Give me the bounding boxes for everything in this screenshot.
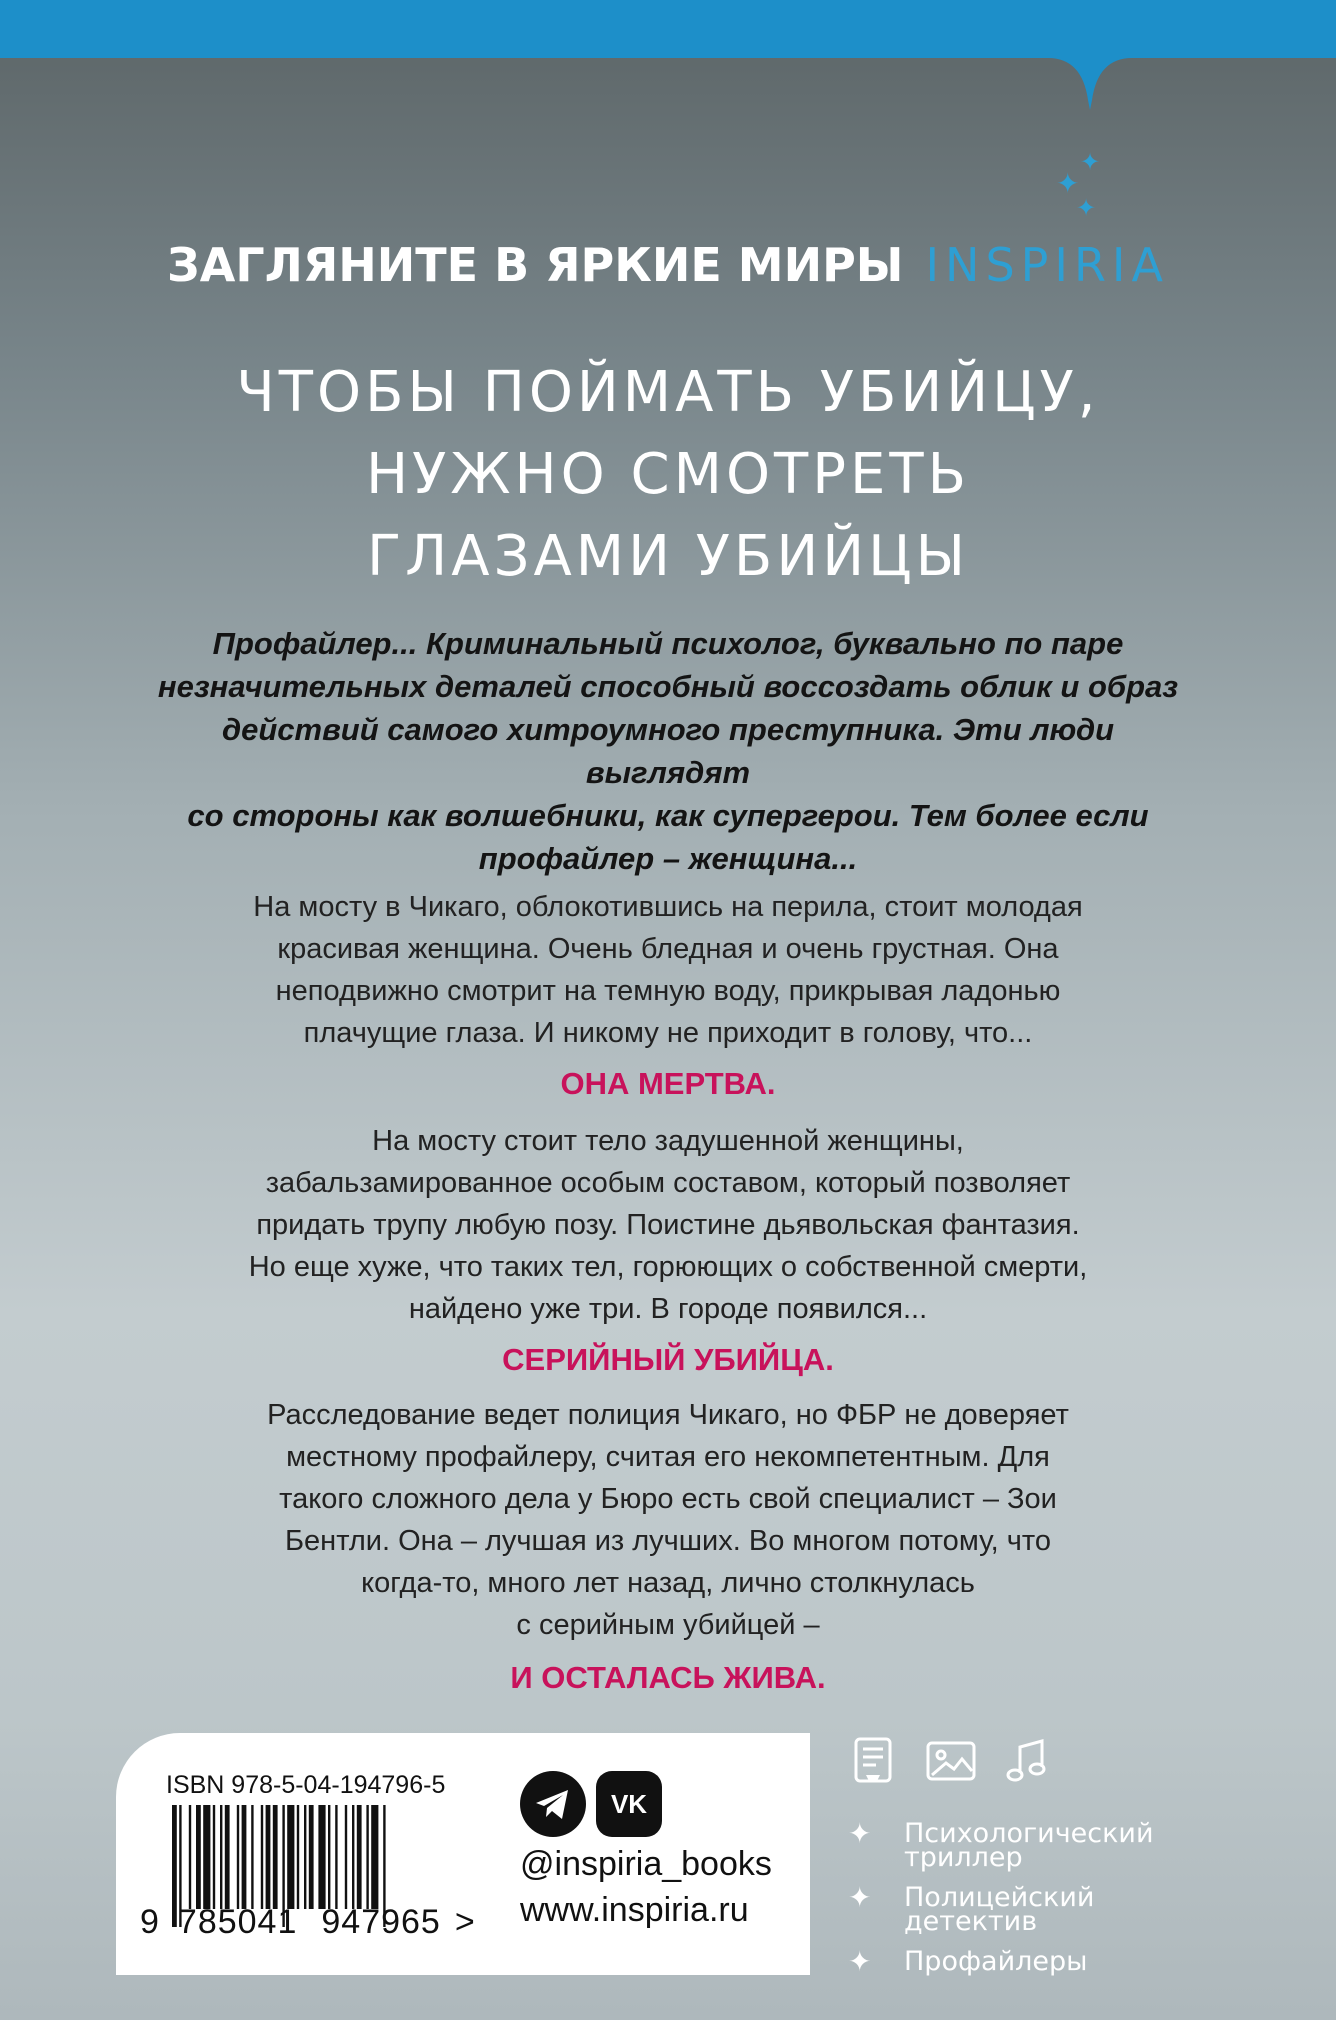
story-line: с серийным убийцей – (516, 1609, 820, 1641)
lead-line: со стороны как волшебники, как супергерои. Тем более если (187, 798, 1149, 833)
story-line: Но еще хуже, что таких тел, горюющих о собственной смерти, (248, 1251, 1088, 1283)
barcode-bar (273, 1805, 278, 1909)
isbn-digit-end: > (454, 1903, 476, 1941)
vk-icon[interactable] (596, 1771, 662, 1837)
footer-panel (116, 1733, 810, 1975)
isbn-digits-right: 947965 (321, 1903, 441, 1941)
story-line: На мосту стоит тело задушенной женщины, (372, 1125, 964, 1157)
story-paragraph (150, 1120, 1186, 1330)
ebook-icon (850, 1735, 900, 1787)
tagline-row (0, 238, 1336, 292)
telegram-icon[interactable] (520, 1771, 586, 1837)
star-icon: ✦ (848, 1881, 872, 1914)
story-line: забальзамированное особым составом, который позволяет (265, 1167, 1071, 1199)
lead-line: незначительных деталей способный воссоздать облик и образ (157, 669, 1179, 704)
barcode-bar (189, 1805, 191, 1909)
accent-phrase: ОНА МЕРТВА. (560, 1066, 776, 1101)
sparkle-icon: ✦ (1056, 167, 1080, 200)
genre-line: Психологический (904, 1818, 1154, 1849)
story-line: такого сложного дела у Бюро есть свой специалист – Зои (279, 1483, 1057, 1515)
headline-line: НУЖНО СМОТРЕТЬ (365, 442, 971, 507)
vk-label: VK (610, 1789, 648, 1819)
story-line: когда-то, много лет назад, лично столкнулась (361, 1567, 975, 1599)
top-blue-band (0, 0, 1336, 112)
story-line: плачущие глаза. И никому не приходит в голову, что... (303, 1017, 1033, 1049)
accent-phrase: СЕРИЙНЫЙ УБИЙЦА. (502, 1342, 834, 1377)
barcode-bar (371, 1805, 378, 1909)
accent-phrase: И ОСТАЛАСЬ ЖИВА. (510, 1660, 826, 1695)
barcode-bar (196, 1805, 201, 1909)
barcode-bar (266, 1805, 271, 1909)
lead-line: Профайлер... Криминальный психолог, буквально по паре (212, 626, 1124, 661)
barcode-bar (335, 1805, 337, 1909)
story-line: Бентли. Она – лучшая из лучших. Во многом потому, что (285, 1525, 1051, 1557)
story-paragraph (150, 886, 1186, 1054)
headline-line: ГЛАЗАМИ УБИЙЦЫ (367, 524, 969, 589)
barcode-bar (213, 1805, 215, 1909)
sparkle-icon: ✦ (1080, 148, 1101, 176)
headline (0, 352, 1336, 598)
isbn-label: ISBN 978-5-04-194796-5 (166, 1771, 446, 1799)
barcode-bar (366, 1805, 368, 1909)
barcode-bar (352, 1805, 354, 1909)
barcode-bar (251, 1805, 253, 1909)
genre-line: Полицейский (904, 1882, 1095, 1913)
barcode-bar (261, 1805, 263, 1909)
barcode-bar (203, 1805, 210, 1909)
tagline: ЗАГЛЯНИТЕ В ЯРКИЕ МИРЫ (167, 238, 904, 292)
isbn-digit-first: 9 (140, 1903, 160, 1941)
barcode-bar (242, 1805, 247, 1909)
telegram-icon (520, 1771, 586, 1837)
barcode-bar (237, 1805, 239, 1909)
barcode-bar (318, 1805, 325, 1909)
story-line: местному профайлеру, считая его некомпетентным. Для (286, 1441, 1050, 1473)
social-handle[interactable]: @inspiria_books (520, 1845, 772, 1883)
barcode-bar (287, 1805, 294, 1909)
genre-line: детектив (904, 1906, 1038, 1937)
barcode-bar (328, 1805, 330, 1909)
star-icon: ✦ (848, 1817, 872, 1850)
lead-line: действий самого хитроумного преступника. Эти люди выглядят (221, 712, 1115, 790)
story-line: Расследование ведет полиция Чикаго, но ФБР не доверяет (267, 1399, 1069, 1431)
barcode-bar (309, 1805, 314, 1909)
image-icon (924, 1735, 980, 1787)
website-link[interactable]: www.inspiria.ru (520, 1891, 749, 1929)
barcode-bar (345, 1805, 347, 1909)
isbn-digits (140, 1903, 476, 1942)
sparkle-icon: ✦ (1076, 194, 1097, 222)
headline-line: ЧТОБЫ ПОЙМАТЬ УБИЙЦУ, (236, 360, 1100, 425)
lead-paragraph (150, 622, 1186, 880)
brand-logo: INSPIRIA (925, 238, 1169, 292)
story-line: красивая женщина. Очень бледная и очень грустная. Она (277, 933, 1059, 965)
barcode-bar (220, 1805, 222, 1909)
story-paragraph (150, 1394, 1186, 1646)
lead-line: профайлер – женщина... (478, 841, 858, 876)
story-line: На мосту в Чикаго, облокотившись на перила, стоит молодая (253, 891, 1083, 923)
story-line: придать трупу любую позу. Поистине дьявольская фантазия. (256, 1209, 1080, 1241)
barcode-bar (297, 1805, 299, 1909)
star-icon: ✦ (848, 1945, 872, 1978)
barcode-bar (225, 1805, 230, 1909)
barcode-bar (304, 1805, 306, 1909)
genre-line: триллер (904, 1842, 1023, 1873)
genre-line: Профайлеры (904, 1946, 1088, 1977)
barcode-bar (357, 1805, 362, 1909)
music-note-icon (1002, 1735, 1052, 1787)
isbn-digits-left: 785041 (177, 1903, 298, 1941)
story-line: найдено уже три. В городе появился... (408, 1293, 928, 1325)
story-line: неподвижно смотрит на темную воду, прикрывая ладонью (275, 975, 1061, 1007)
